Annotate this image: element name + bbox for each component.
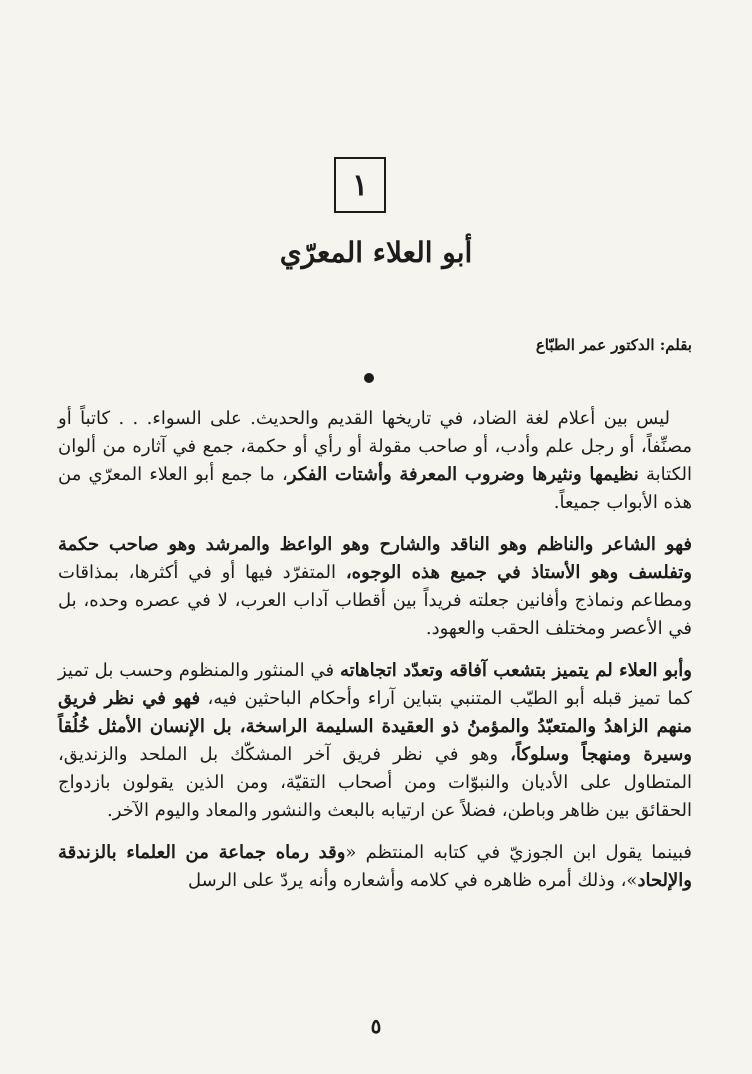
paragraph (58, 405, 692, 517)
chapter-number-box (334, 157, 386, 213)
text-segment: في المنثور والمنظوم وحسب بل تميز كما تميز قبله أبو الطيّب المتنبي بتباين آراء وأحكام الباحثين فيه، (58, 660, 693, 709)
paragraph (58, 531, 692, 643)
text-segment: وهو في نظر فريق آخر المشكّك بل الملحد والزنديق، المتطاول على الأديان والنبوّات ومن أصحاب التقيّة، ومن الذين يقولون بازدواج الحقائق بين ظاهر وباطن، فضلاً عن ارتيابه بالبعث والنشور والمعاد واليوم الآخر. (58, 744, 692, 821)
author-byline: بقلم: الدكتور عمر الطبّاع (535, 336, 692, 354)
bold-text-segment: نظيمها ونثيرها وضروب المعرفة وأشتات الفكر (287, 464, 639, 485)
page-number: ٥ (370, 1014, 382, 1038)
text-segment: فبينما يقول ابن الجوزيّ في كتابه المنتظم « (345, 842, 693, 863)
bold-text-segment: فهو في نظر فريق منهم الزاهدُ والمتعبّدُ والمؤمنُ ذو العقيدة السليمة الراسخة، بل الإنسان الأمثل خُلُقاً وسيرة ومنهجاً وسلوكاً، (58, 688, 692, 765)
bullet-ornament (364, 373, 374, 383)
chapter-title: أبو العلاء المعرّي (279, 236, 473, 269)
paragraph (58, 839, 692, 895)
chapter-number: ١ (351, 167, 369, 203)
bold-text-segment: وقد رماه جماعة من العلماء بالزندقة والإلحاد (58, 842, 692, 891)
text-segment: »، وذلك أمره ظاهره في كلامه وأشعاره وأنه يردّ على الرسل (187, 870, 638, 891)
text-segment: ، ما جمع أبو العلاء المعرّي من هذه الأبواب جميعاً. (58, 464, 692, 513)
body-text (58, 405, 692, 909)
bold-text-segment: وأبو العلاء لم يتميز بتشعب آفاقه وتعدّد اتجاهاته (339, 660, 692, 681)
text-segment: ليس بين أعلام لغة الضاد، في تاريخها القديم والحديث. على السواء. . . كاتباً أو مصنِّفاً، أو رجل علم وأدب، أو صاحب مقولة أو رأي أو حكمة، جمع في آثاره من ألوان الكتابة (58, 408, 692, 485)
text-segment: المتفرّد فيها أو في أكثرها، بمذاقات ومطاعم ونماذج وأفانين جعلته فريداً بين أقطاب آداب العرب، لا في عصره وحده، بل في الأعصر ومختلف الحقب والعهود. (58, 562, 692, 639)
bold-text-segment: فهو الشاعر والناظم وهو الناقد والشارح وهو الواعظ والمرشد وهو صاحب حكمة وتفلسف وهو الأستاذ في جميع هذه الوجوه، (58, 534, 692, 583)
paragraph (58, 657, 692, 825)
